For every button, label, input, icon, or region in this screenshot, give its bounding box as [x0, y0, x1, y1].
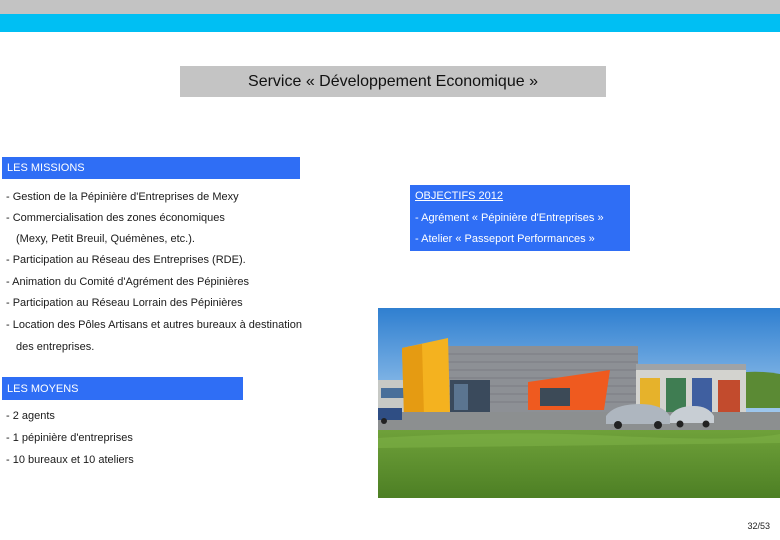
moyens-item: - 1 pépinière d'entreprises — [6, 432, 133, 444]
moyens-header — [2, 377, 243, 400]
objectives-item: - Atelier « Passeport Performances » — [415, 233, 595, 245]
missions-header — [2, 157, 300, 179]
missions-item: (Mexy, Petit Breuil, Quémènes, etc.). — [16, 233, 195, 245]
missions-item: des entreprises. — [16, 341, 95, 353]
missions-item: - Participation au Réseau des Entreprises (RDE). — [6, 254, 246, 266]
missions-item: - Participation au Réseau Lorrain des Pépinières — [6, 297, 243, 309]
missions-item: - Gestion de la Pépinière d'Entreprises de Mexy — [6, 191, 239, 203]
objectives-box — [410, 185, 630, 251]
missions-item: - Animation du Comité d'Agrément des Pépinières — [6, 276, 250, 288]
slide-title — [180, 66, 606, 97]
page-number: 32/53 — [747, 521, 770, 531]
top-band-cyan — [0, 14, 780, 32]
objectives-title: OBJECTIFS 2012 — [415, 190, 504, 202]
slide-title-text: Service « Développement Economique » — [248, 72, 538, 90]
building-photo — [378, 308, 780, 498]
moyens-header-text: LES MOYENS — [7, 382, 79, 395]
missions-item: - Location des Pôles Artisans et autres bureaux à destination — [6, 319, 302, 331]
missions-item: - Commercialisation des zones économiques — [6, 212, 225, 224]
objectives-item: - Agrément « Pépinière d'Entreprises » — [415, 212, 604, 224]
moyens-item: - 10 bureaux et 10 ateliers — [6, 454, 134, 466]
missions-header-text: LES MISSIONS — [7, 162, 85, 174]
top-band-grey — [0, 0, 780, 14]
moyens-item: - 2 agents — [6, 410, 55, 422]
